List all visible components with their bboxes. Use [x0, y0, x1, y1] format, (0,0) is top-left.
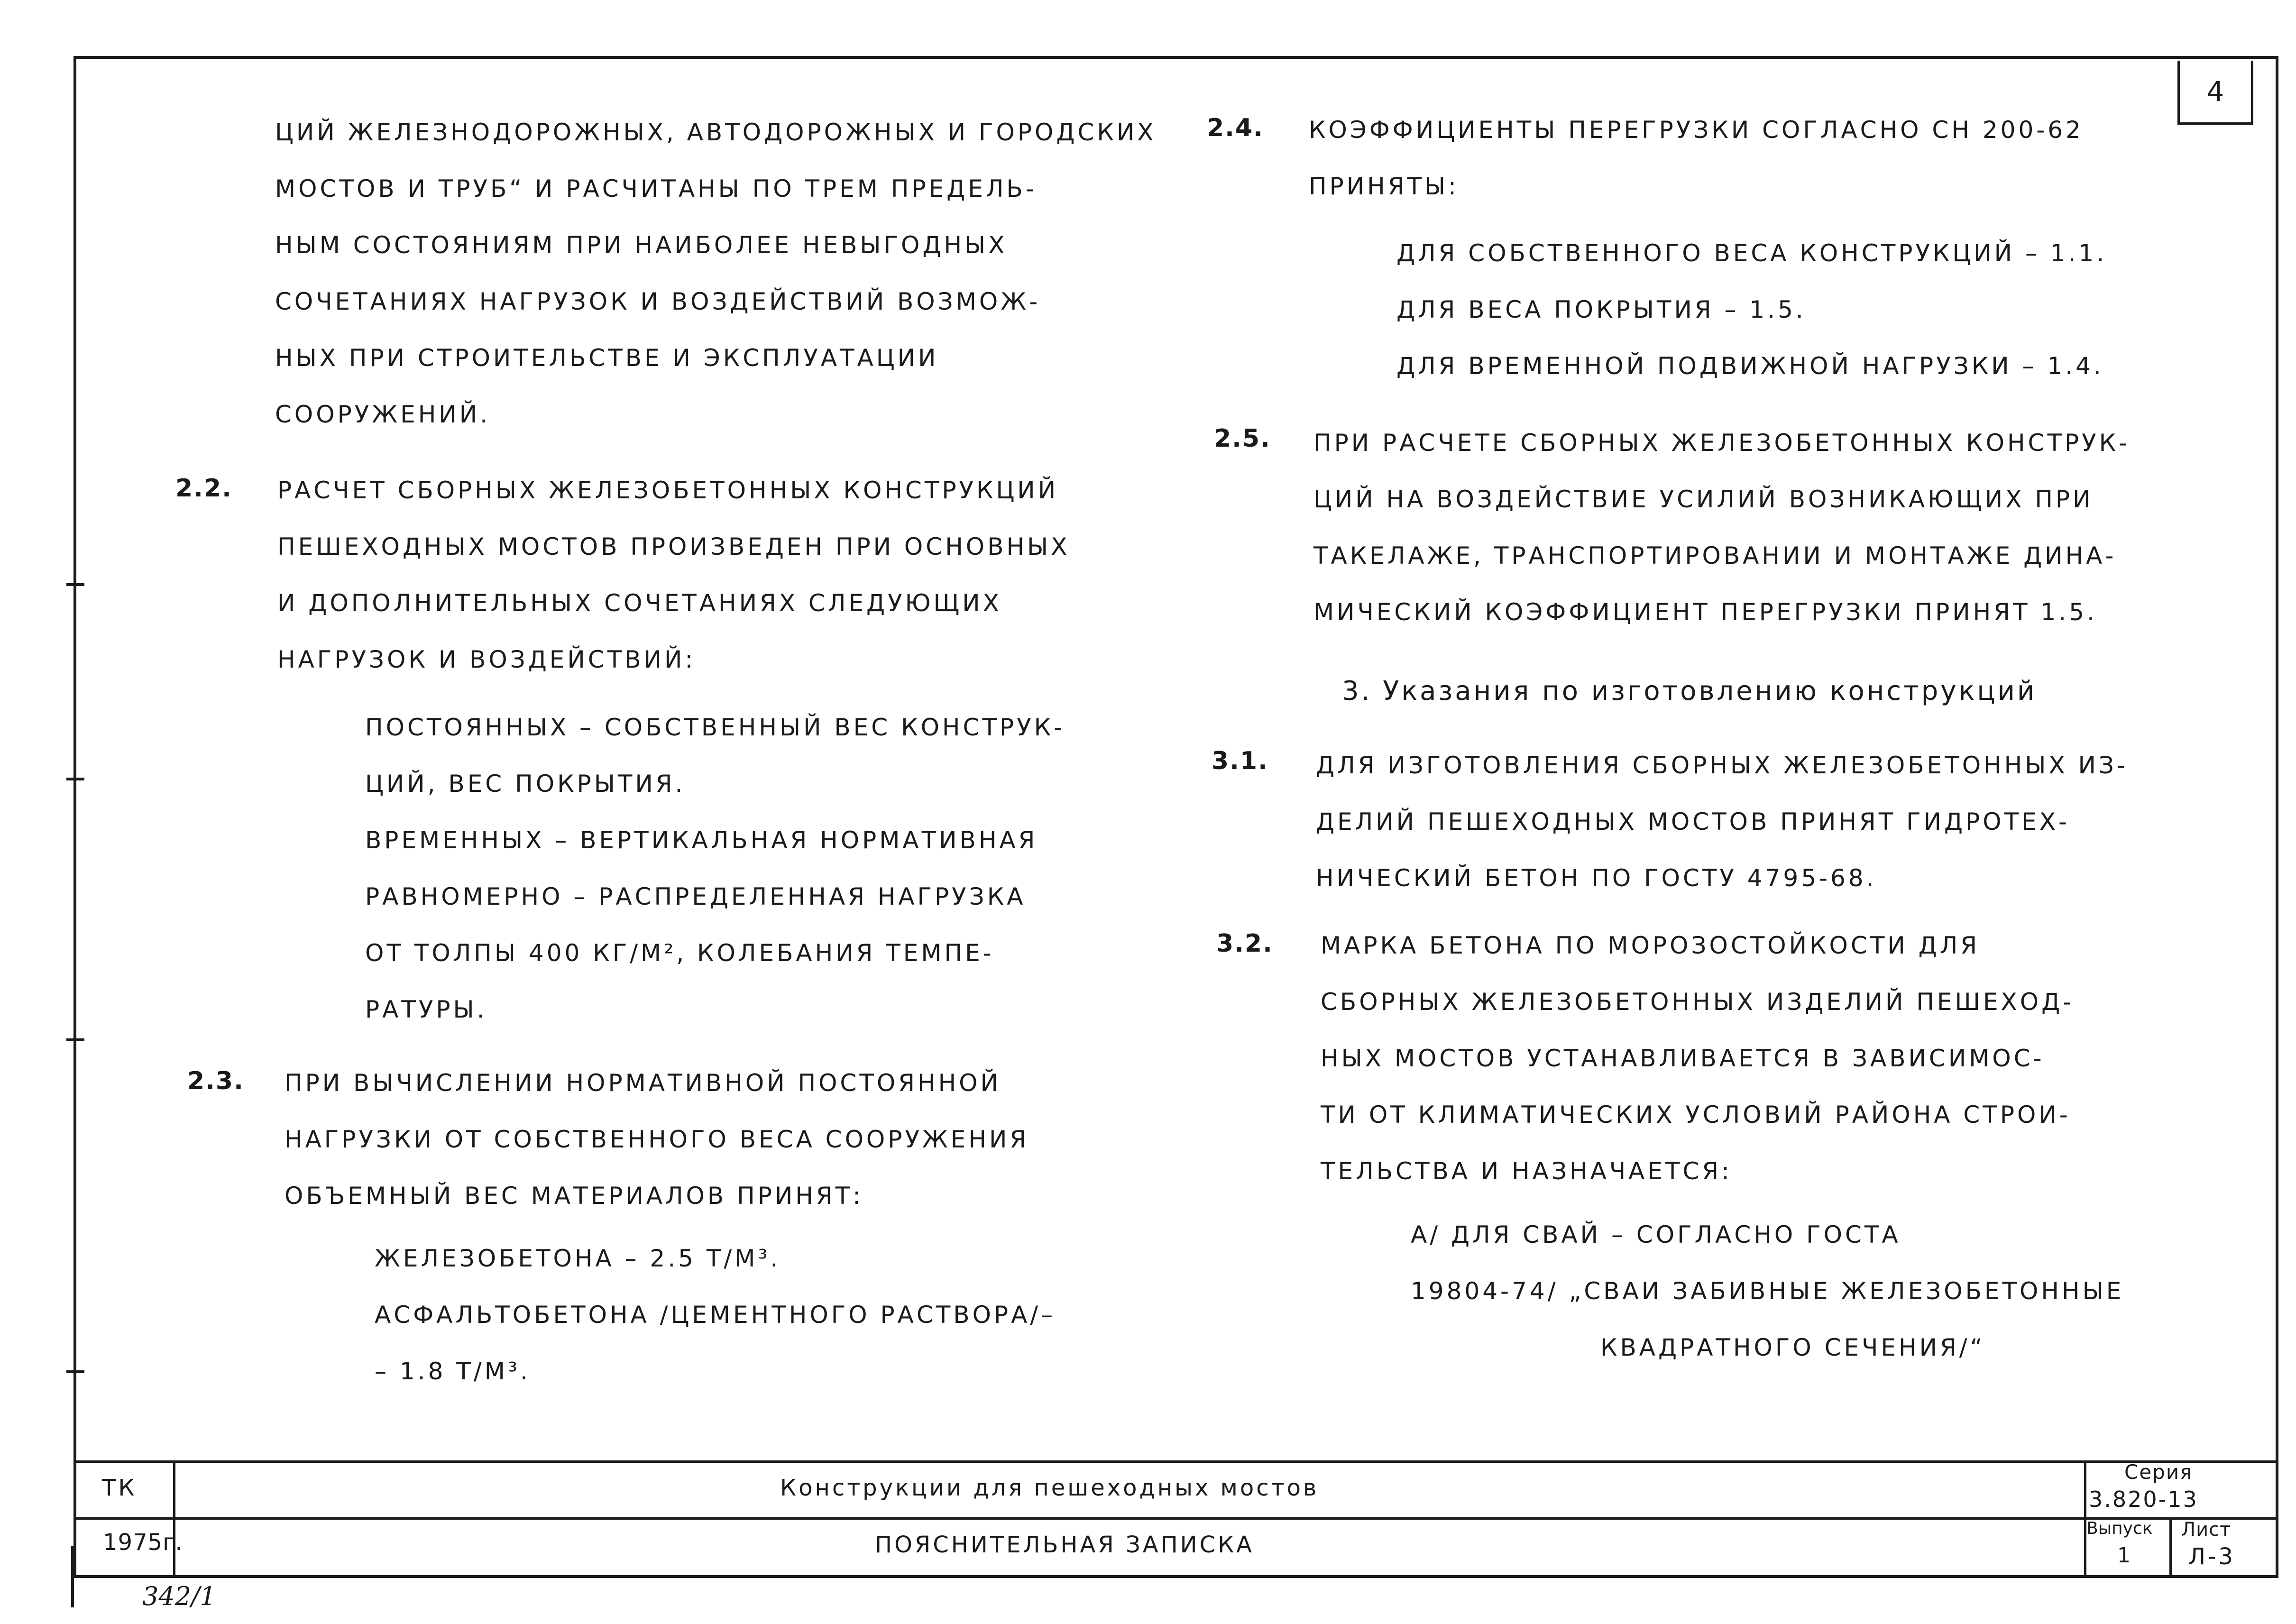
year: 1975г.	[103, 1529, 183, 1556]
section-2-3-text	[285, 1055, 1029, 1224]
text-line: ДЛЯ ИЗГОТОВЛЕНИЯ СБОРНЫХ ЖЕЛЕЗОБЕТОННЫХ ИЗ-	[1316, 752, 2129, 779]
text-line: РАВНОМЕРНО – РАСПРЕДЕЛЕННАЯ НАГРУЗКА	[365, 883, 1026, 910]
text-line: ЦИЙ, ВЕС ПОКРЫТИЯ.	[365, 770, 686, 798]
section-3-1-text	[1316, 737, 2128, 907]
intro-paragraph	[275, 104, 1157, 443]
page-number: 4	[2177, 61, 2253, 125]
stamp-line	[173, 1460, 175, 1578]
section-2-3-materials	[375, 1230, 1056, 1400]
text-line: ДЕЛИЙ ПЕШЕХОДНЫХ МОСТОВ ПРИНЯТ ГИДРОТЕХ-	[1316, 808, 2070, 835]
text-line: МИЧЕСКИЙ КОЭФФИЦИЕНТ ПЕРЕГРУЗКИ ПРИНЯТ 1.5.	[1313, 598, 2097, 626]
text-line: СОЧЕТАНИЯХ НАГРУЗОК И ВОЗДЕЙСТВИЙ ВОЗМОЖ-	[275, 288, 1041, 315]
text-line: НЫХ ПРИ СТРОИТЕЛЬСТВЕ И ЭКСПЛУАТАЦИИ	[275, 344, 939, 372]
text-line: А/ ДЛЯ СВАЙ – СОГЛАСНО ГОСТА	[1411, 1221, 1901, 1248]
margin-tick	[66, 1370, 84, 1373]
section-2-4-coefficients	[1396, 225, 2107, 395]
section-number-3-1: 3.1.	[1212, 747, 1268, 775]
text-line: МАРКА БЕТОНА ПО МОРОЗОСТОЙКОСТИ ДЛЯ	[1321, 932, 1980, 959]
handwritten-note: 342/1	[142, 1581, 216, 1611]
text-line: ОБЪЕМНЫЙ ВЕС МАТЕРИАЛОВ ПРИНЯТ:	[285, 1182, 863, 1210]
org-code: ТК	[102, 1475, 137, 1501]
text-line: МОСТОВ И ТРУБ“ И РАСЧИТАНЫ ПО ТРЕМ ПРЕДЕЛЬ-	[275, 175, 1037, 202]
issue-label: Выпуск	[2086, 1519, 2153, 1538]
section-2-5-text	[1313, 415, 2130, 641]
text-line: ПОСТОЯННЫХ – СОБСТВЕННЫЙ ВЕС КОНСТРУК-	[365, 714, 1065, 741]
stamp-line	[2169, 1517, 2172, 1578]
text-line: РАТУРЫ.	[365, 996, 487, 1023]
text-line: ПЕШЕХОДНЫХ МОСТОВ ПРОИЗВЕДЕН ПРИ ОСНОВНЫХ	[277, 533, 1070, 560]
section-2-4-text	[1309, 102, 2084, 215]
text-line: 19804-74/ „СВАИ ЗАБИВНЫЕ ЖЕЛЕЗОБЕТОННЫЕ	[1411, 1277, 2124, 1305]
text-line: ДЛЯ ВРЕМЕННОЙ ПОДВИЖНОЙ НАГРУЗКИ – 1.4.	[1396, 352, 2104, 380]
text-line: НЫХ МОСТОВ УСТАНАВЛИВАЕТСЯ В ЗАВИСИМОС-	[1321, 1045, 2045, 1072]
text-line: РАСЧЕТ СБОРНЫХ ЖЕЛЕЗОБЕТОННЫХ КОНСТРУКЦИЙ	[277, 477, 1059, 504]
sheet-label: Лист	[2181, 1519, 2232, 1541]
sheet-value: Л-3	[2188, 1543, 2235, 1570]
text-line: СООРУЖЕНИЙ.	[275, 401, 490, 428]
text-line: НАГРУЗОК И ВОЗДЕЙСТВИЙ:	[277, 646, 696, 673]
section-2-2-text	[277, 462, 1070, 688]
section-number-2-5: 2.5.	[1214, 424, 1271, 453]
text-line: ЦИЙ НА ВОЗДЕЙСТВИЕ УСИЛИЙ ВОЗНИКАЮЩИХ ПРИ	[1313, 486, 2094, 513]
title-block	[73, 1460, 2278, 1578]
margin-tick	[66, 1038, 84, 1041]
text-line: ДЛЯ СОБСТВЕННОГО ВЕСА КОНСТРУКЦИЙ – 1.1.	[1396, 239, 2107, 267]
text-line: КВАДРАТНОГО СЕЧЕНИЯ/“	[1600, 1334, 1985, 1361]
text-line: КОЭФФИЦИЕНТЫ ПЕРЕГРУЗКИ СОГЛАСНО СН 200-62	[1309, 116, 2084, 144]
binding-mark	[71, 1546, 74, 1607]
stamp-line	[73, 1460, 2278, 1463]
section-number-2-2: 2.2.	[175, 474, 232, 503]
text-line: СБОРНЫХ ЖЕЛЕЗОБЕТОННЫХ ИЗДЕЛИЙ ПЕШЕХОД-	[1321, 988, 2075, 1016]
margin-tick	[66, 583, 84, 586]
text-line: ПРИНЯТЫ:	[1309, 173, 1459, 200]
series-label: Серия	[2124, 1460, 2193, 1484]
text-line: ТЕЛЬСТВА И НАЗНАЧАЕТСЯ:	[1321, 1157, 1732, 1185]
text-line: ВРЕМЕННЫХ – ВЕРТИКАЛЬНАЯ НОРМАТИВНАЯ	[365, 826, 1038, 854]
text-line: ЖЕЛЕЗОБЕТОНА – 2.5 Т/М³.	[375, 1245, 781, 1272]
section-number-2-4: 2.4.	[1207, 114, 1264, 142]
section-number-2-3: 2.3.	[187, 1067, 244, 1095]
text-line: АСФАЛЬТОБЕТОНА /ЦЕМЕНТНОГО РАСТВОРА/–	[375, 1301, 1056, 1329]
text-line: ПРИ РАСЧЕТЕ СБОРНЫХ ЖЕЛЕЗОБЕТОННЫХ КОНСТРУК-	[1313, 429, 2131, 457]
text-line: ТИ ОТ КЛИМАТИЧЕСКИХ УСЛОВИЙ РАЙОНА СТРОИ-	[1321, 1101, 2071, 1129]
text-line: И ДОПОЛНИТЕЛЬНЫХ СОЧЕТАНИЯХ СЛЕДУЮЩИХ	[277, 589, 1002, 617]
section-number-3-2: 3.2.	[1216, 929, 1273, 958]
series-value: 3.820-13	[2089, 1486, 2198, 1512]
text-line: НЫМ СОСТОЯНИЯМ ПРИ НАИБОЛЕЕ НЕВЫГОДНЫХ	[275, 231, 1008, 259]
margin-tick	[66, 778, 84, 780]
text-line: ОТ ТОЛПЫ 400 КГ/М², КОЛЕБАНИЯ ТЕМПЕ-	[365, 939, 994, 967]
text-line: ПРИ ВЫЧИСЛЕНИИ НОРМАТИВНОЙ ПОСТОЯННОЙ	[285, 1069, 1001, 1097]
text-line: – 1.8 Т/М³.	[375, 1358, 531, 1385]
section-3-2-piles	[1411, 1207, 2124, 1376]
stamp-line	[73, 1517, 2278, 1520]
text-line: ДЛЯ ВЕСА ПОКРЫТИЯ – 1.5.	[1396, 296, 1806, 323]
section-2-2-loads	[365, 699, 1065, 1038]
text-line: НАГРУЗКИ ОТ СОБСТВЕННОГО ВЕСА СООРУЖЕНИЯ	[285, 1126, 1029, 1153]
text-line: ЦИЙ ЖЕЛЕЗНОДОРОЖНЫХ, АВТОДОРОЖНЫХ И ГОРОДСКИХ	[275, 119, 1157, 146]
text-line: НИЧЕСКИЙ БЕТОН ПО ГОСТУ 4795-68.	[1316, 864, 1877, 892]
section-3-heading: 3. Указания по изготовлению конструкций	[1342, 676, 2037, 706]
document-title: Конструкции для пешеходных мостов	[780, 1475, 1319, 1501]
issue-value: 1	[2117, 1543, 2133, 1568]
document-subtitle: ПОЯСНИТЕЛЬНАЯ ЗАПИСКА	[875, 1532, 1254, 1558]
text-line: ТАКЕЛАЖЕ, ТРАНСПОРТИРОВАНИИ И МОНТАЖЕ ДИНА-	[1313, 542, 2117, 569]
section-3-2-text	[1321, 918, 2074, 1200]
